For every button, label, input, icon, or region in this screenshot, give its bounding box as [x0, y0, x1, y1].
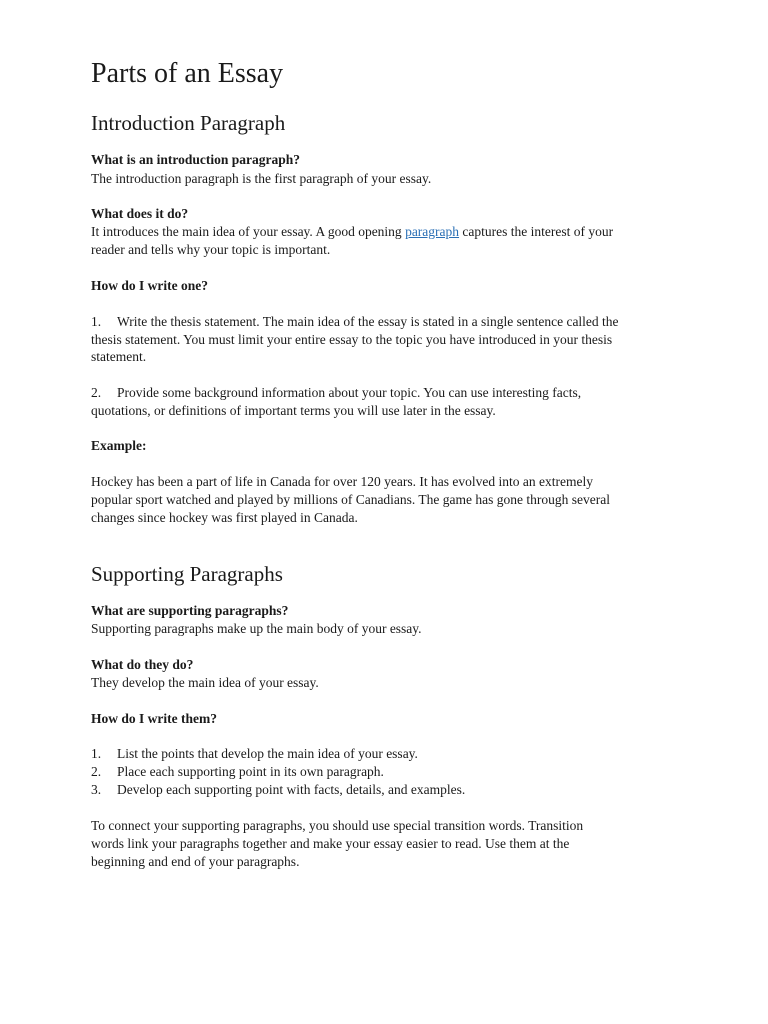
supporting-heading: Supporting Paragraphs	[91, 562, 283, 586]
list-item-number: 3.	[91, 782, 102, 797]
intro-answer-2-line-2: reader and tells why your topic is important.	[91, 242, 331, 257]
example-label: Example:	[91, 438, 147, 453]
closing-line-2: words link your paragraphs together and make your essay easier to read. Use them at the	[91, 836, 570, 851]
list-item-number: 2.	[91, 764, 102, 779]
step-2-text: Provide some background information about your topic. You can use interesting facts,	[117, 385, 582, 400]
intro-step-1-line-3: statement.	[91, 349, 147, 364]
intro-step-2-line-2: quotations, or definitions of important terms you will use later in the essay.	[91, 403, 496, 418]
closing-line-1: To connect your supporting paragraphs, you should use special transition words. Transition	[91, 818, 584, 833]
closing-line-3: beginning and end of your paragraphs.	[91, 854, 300, 869]
intro-step-2-line-1	[91, 384, 581, 402]
step-2-number: 2.	[91, 385, 102, 400]
supporting-question-3: How do I write them?	[91, 711, 217, 726]
list-item-text: List the points that develop the main idea of your essay.	[117, 746, 418, 761]
intro-answer-2-line-1	[91, 223, 613, 241]
list-item-text: Develop each supporting point with facts, details, and examples.	[117, 782, 466, 797]
list-item-text: Place each supporting point in its own paragraph.	[117, 764, 384, 779]
list-item	[91, 763, 384, 781]
page-title: Parts of an Essay	[91, 58, 284, 89]
example-line-1: Hockey has been a part of life in Canada for over 120 years. It has evolved into an extremely	[91, 474, 593, 489]
paragraph-link[interactable]: paragraph	[405, 224, 460, 239]
step-1-number: 1.	[91, 314, 102, 329]
supporting-answer-2: They develop the main idea of your essay.	[91, 675, 319, 690]
supporting-question-1: What are supporting paragraphs?	[91, 603, 289, 618]
example-line-3: changes since hockey was first played in Canada.	[91, 510, 358, 525]
intro-answer-1: The introduction paragraph is the first paragraph of your essay.	[91, 171, 432, 186]
intro-heading: Introduction Paragraph	[91, 111, 286, 135]
intro-question-3: How do I write one?	[91, 278, 208, 293]
list-item	[91, 745, 418, 763]
supporting-question-2: What do they do?	[91, 657, 194, 672]
step-1-text: Write the thesis statement. The main idea of the essay is stated in a single sentence called the	[117, 314, 619, 329]
list-item	[91, 781, 465, 799]
list-item-number: 1.	[91, 746, 102, 761]
intro-answer-2-text-a: It introduces the main idea of your essay. A good opening	[91, 224, 406, 239]
supporting-answer-1: Supporting paragraphs make up the main body of your essay.	[91, 621, 422, 636]
example-line-2: popular sport watched and played by millions of Canadians. The game has gone through several	[91, 492, 610, 507]
intro-step-1-line-1	[91, 313, 619, 331]
intro-step-1-line-2: thesis statement. You must limit your entire essay to the topic you have introduced in your thesis	[91, 332, 613, 347]
intro-answer-2-text-b: captures the interest of your	[459, 224, 614, 239]
intro-question-2: What does it do?	[91, 206, 189, 221]
intro-question-1: What is an introduction paragraph?	[91, 152, 301, 167]
